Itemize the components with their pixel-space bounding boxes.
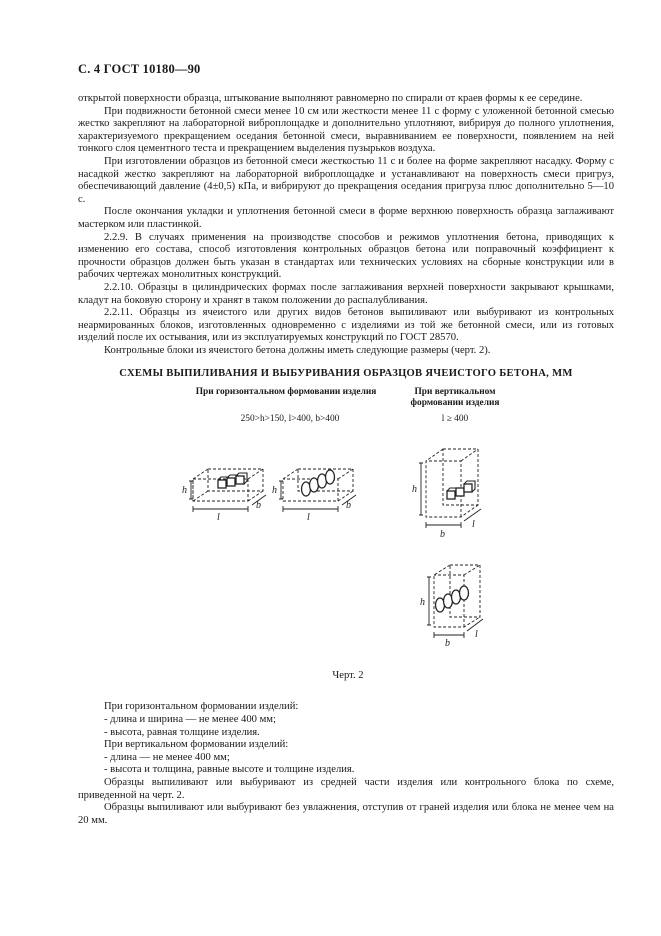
list-line: - высота и толщина, равные высоте и толщине изделия.	[104, 764, 355, 776]
condition-vertical: l ≥ 400	[441, 414, 469, 425]
figure-2	[78, 387, 614, 687]
paragraph: Образцы выпиливают или выбуривают без увлажнения, отступив от граней изделия или блока не менее чем на 20 мм.	[78, 802, 614, 826]
dim-b: b	[445, 638, 450, 650]
paragraph: 2.2.11. Образцы из ячеистого или других видов бетонов выпиливают или выбуривают из контрольных неармированных блоков, изготовленных одновременно с изделиями из той же бетонной смеси, или из готовых изделий после их остывания, или из эксплуатируемых конструкций по ГОСТ 28570.	[78, 307, 614, 344]
caption-vertical-1: При вертикальном	[414, 387, 496, 398]
body-text	[78, 93, 614, 357]
block-horizontal-cylinders	[279, 469, 356, 512]
dim-h: h	[272, 485, 277, 497]
condition-horizontal: 250>h>150, l>400, b>400	[240, 414, 340, 425]
dim-b: b	[256, 500, 261, 512]
paragraph: открытой поверхности образца, штыкование выполняют равномерно по спирали от краев формы к ее середине.	[78, 93, 583, 104]
section-title: СХЕМЫ ВЫПИЛИВАНИЯ И ВЫБУРИВАНИЯ ОБРАЗЦОВ ЯЧЕИСТОГО БЕТОНА, ММ	[119, 368, 573, 380]
figure-label: Черт. 2	[332, 670, 364, 682]
dim-h: h	[420, 597, 425, 609]
caption-vertical-2: формовании изделия	[410, 398, 500, 409]
block-horizontal-cubes	[189, 469, 266, 512]
paragraph: После окончания укладки и уплотнения бетонной смеси в форме верхнюю поверхность образца заглаживают мастерком или пластинкой.	[78, 206, 614, 230]
list-line: - высота, равная толщине изделия.	[104, 726, 260, 738]
dim-b: b	[346, 500, 351, 512]
block-vertical-cylinders	[427, 565, 483, 641]
dim-l: l	[307, 512, 310, 524]
figure-drawing	[78, 387, 614, 687]
list-line: - длина и ширина — не менее 400 мм;	[104, 714, 276, 726]
page-header: С. 4 ГОСТ 10180—90	[78, 62, 201, 76]
dim-b: b	[440, 529, 445, 541]
dim-h: h	[412, 484, 417, 496]
paragraph: Контрольные блоки из ячеистого бетона должны иметь следующие размеры (черт. 2).	[104, 344, 491, 356]
list-line: При горизонтальном формовании изделий:	[104, 701, 299, 713]
paragraph: Образцы выпиливают или выбуривают из средней части изделия или контрольного блока по схеме, приведенной на черт. 2.	[78, 777, 614, 801]
block-vertical-cubes	[419, 449, 481, 531]
paragraph: При подвижности бетонной смеси менее 10 см или жесткости менее 11 с форму с уложенной бетонной смесью жестко закрепляют на лабораторной виброплощадке и дополнительно уплотняют, вибрируя до полного уплотнения, характеризуемого прекращением оседания бетонной смеси, выравниванием ее поверхности, появлением на ней тонкого слоя цементного теста и прекращением выделения пузырьков воздуха.	[78, 105, 614, 155]
paragraph: 2.2.9. В случаях применения на производстве способов и режимов уплотнения бетона, приводящих к изменению его состава, способ изготовления контрольных образцов бетона или поправочный коэффициент к прочности образцов должен быть указан в стандартах или технических условиях на сборные конструкции или в рабочих чертежах монолитных конструкций.	[78, 231, 614, 281]
dim-h: h	[182, 485, 187, 497]
dim-l: l	[217, 512, 220, 524]
dim-l: l	[472, 519, 475, 531]
lower-text	[78, 701, 614, 827]
caption-horizontal: При горизонтальном формовании изделия	[195, 387, 377, 398]
list-line: - длина — не менее 400 мм;	[104, 751, 230, 763]
list-line: При вертикальном формовании изделий:	[104, 739, 289, 751]
paragraph: При изготовлении образцов из бетонной смеси жесткостью 11 с и более на форме закрепляют насадку. Форму с насадкой жестко закрепляют на лабораторной виброплощадке и устанавливают на поверхность смеси пригруз, обеспечивающий давление (4±0,5) кПа, и вибрируют до прекращения оседания пригруза плюс дополнительно 5—10 с.	[78, 155, 614, 205]
document-page	[78, 62, 614, 827]
paragraph: 2.2.10. Образцы в цилиндрических формах после заглаживания верхней поверхности закрывают крышками, кладут на боковую сторону и хранят в таком положении до распалубливания.	[78, 281, 614, 306]
dim-l: l	[475, 629, 478, 641]
